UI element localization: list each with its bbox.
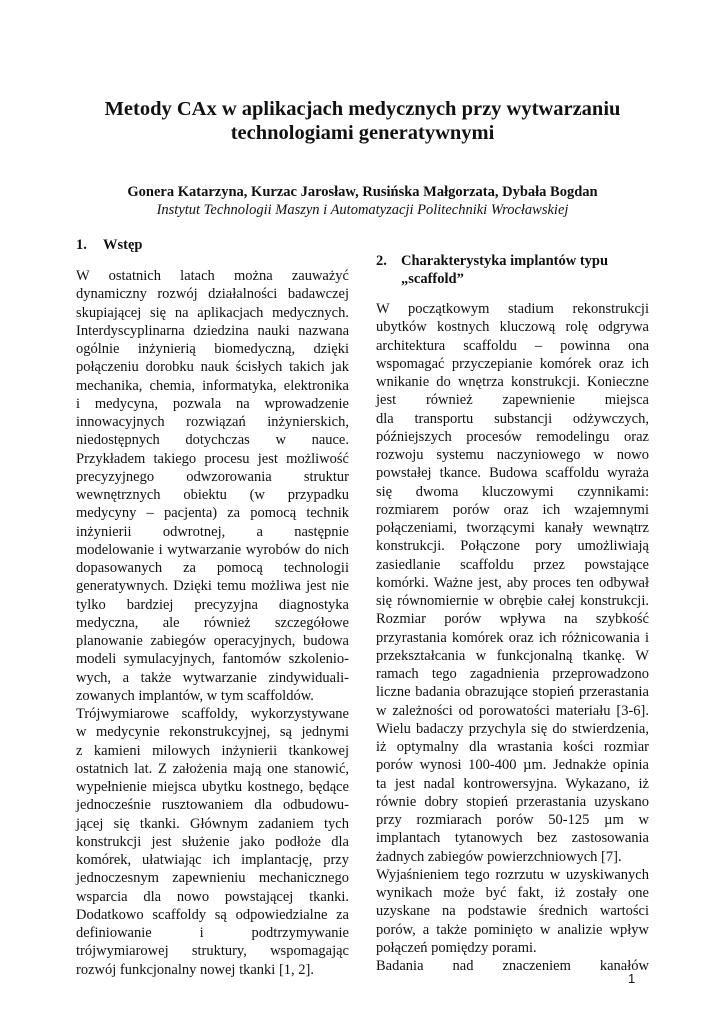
paper-title-line-1: Metody CAx w aplikacjach medycznych przy wytwarzaniu [104,98,621,120]
section-2-body [376,300,649,975]
text-line: ostatnich lat. Z założenia mają one stanowić, [76,760,349,777]
text-line: jącej się tkanki. Głównym zadaniem tych [76,815,349,832]
text-line: się dwoma kluczowymi czynnikami: [376,483,649,500]
text-line: i medycyna, pozwala na wprowadzenie [76,395,349,412]
text-line: Wielu badaczy przychyla się do stwierdzenia, [376,720,649,737]
page-number: 1 [628,971,636,986]
section-1-title: Wstęp [103,237,143,253]
text-line: konstrukcji jest służenie jako podłoże dla [76,833,349,850]
text-line: Trójwymiarowe scaffoldy, wykorzystywane [76,706,349,722]
section-2-number: 2. [376,253,387,269]
text-line: wych, a także wytwarzanie zindywiduali- [76,669,349,686]
text-line: definiowanie i podtrzymywanie [76,925,349,941]
text-line: W początkowym stadium rekonstrukcji [376,301,649,317]
text-line: z kamieni milowych inżynierii tkankowej [76,742,349,759]
text-line: niedostępnych dotychczas w nauce. [76,432,349,449]
text-line: Badania nad znaczeniem kanałów [376,958,649,974]
text-line: iż optymalny dla wrastania kości rozmiar [376,739,649,755]
text-line: liczne badania obrazujące stopień przerastania [376,684,649,701]
text-line: zasiedlanie scaffoldu przez powstające [376,556,649,573]
text-line: ogólnie inżynierią biomedyczną, dzięki [76,341,349,357]
text-line: Przykładem takiego procesu jest możliwość [76,450,349,467]
text-line: wynikach może być fakt, iż zostały one [376,885,649,901]
text-line: połączeniami, tworzącymi kanały wewnątrz [376,520,649,536]
text-line: komórki. Ważne jest, aby proces ten odbywał [376,574,649,591]
text-line: W ostatnich latach można zauważyć [76,268,349,284]
text-line: rozwój funkcjonalny nowej tkanki [1, 2]. [76,961,314,978]
text-line: porów, a także pominięto w analizie wpływ [376,921,649,938]
text-line: medycyny – pacjenta) za pomocą technik [76,505,349,522]
text-line: ramach tego zagadnienia przeprowadzono [376,666,649,682]
text-line: w medycynie rekonstrukcyjnej, są jednymi [76,724,349,741]
text-line: w zależności od porowatości materiału [3-6]. [376,702,649,719]
text-line: mechanika, chemia, informatyka, elektronika [76,377,349,394]
text-line: przy rozmiarach porów 50-125 µm w [376,812,649,828]
text-line: zowanych implantów, w tym scaffoldów. [76,687,314,704]
section-1-body [76,267,349,979]
text-line: inżynierii odwrotnej, a następnie [76,523,349,540]
paper-title [60,97,665,145]
text-line: jednocześnie rusztowaniem dla odbudowu- [76,797,349,814]
text-line: modeli symulacyjnych, fantomów szkolenio- [76,651,349,668]
text-line: połączeniu dorobku nauk ścisłych takich jak [76,359,349,376]
text-line: wspomagać przyczepianie komórek oraz ich [376,355,649,372]
affiliation: Instytut Technologii Maszyn i Automatyzacji Politechniki Wrocławskiej [156,202,569,218]
text-line: przyrastania komórek oraz ich różnicowania i [376,629,649,646]
text-line: rozmiarem porów oraz ich wzajemnymi [376,501,649,518]
section-2-title-line-2: „scaffold” [401,271,464,287]
text-line: przekształcania w funkcjonalną tkankę. W [376,647,649,664]
text-line: dynamiczny rozwój działalności badawczej [76,286,349,303]
text-line: Rozmiar porów wpływa na szybkość [376,611,649,628]
text-line: skupiającej się na aplikacjach medycznych. [76,304,349,321]
paper-title-line-2: technologiami generatywnymi [230,122,495,144]
authors: Gonera Katarzyna, Kurzac Jarosław, Rusińska Małgorzata, Dybała Bogdan [127,184,598,200]
section-2-heading [376,251,666,291]
text-line: precyzyjnego odwzorowania struktur [76,468,349,485]
text-line: wnikanie do wnętrza konstrukcji. Konieczne [376,374,649,390]
text-line: się równomiernie w obrębie całej konstrukcji. [376,593,649,609]
text-line: medyczna, ale również szczegółowe [76,614,349,631]
text-line: wewnętrznych obiektu (w przypadku [76,487,349,503]
text-line: uzyskane na podstawie średnich wartości [376,903,649,920]
text-line: jest również zapewnienie miejsca [376,392,649,409]
section-1-number: 1. [76,237,87,253]
section-2-title-line-1: Charakterystyka implantów typu [401,253,609,269]
text-line: dopasowanych za pomocą technologii [76,560,349,576]
text-line: planowanie zabiegów operacyjnych, budowa [76,633,349,649]
text-line: jednoczesnym zapewnieniu mechanicznego [76,870,349,887]
text-line: innowacyjnych rozwiązań inżynierskich, [76,414,349,430]
text-line: modelowanie i wytwarzanie wyrobów do nich [76,541,349,558]
text-line: równie dobry stopień przerastania uzyskano [376,793,649,810]
text-line: implantach tytanowych bez zastosowania [376,830,649,847]
text-line: architektura scaffoldu – powinna ona [376,337,649,354]
text-line: połączeń pomiędzy porami. [376,939,537,956]
text-line: komórek, ułatwiając ich implantację, przy [76,852,349,868]
text-line: wypełnienie miejsca ubytku kostnego, będące [76,779,349,795]
text-line: powstałej tkance. Budowa scaffoldu wyraża [376,465,649,482]
text-line: generatywnych. Dzięki temu możliwa jest nie [76,578,349,595]
text-line: późniejszych procesów remodelingu oraz [376,428,649,445]
text-line: ta jest nadal kontrowersyjna. Wykazano, iż [376,775,649,792]
text-line: Wyjaśnieniem tego rozrzutu w uzyskiwanych [376,866,649,883]
text-line: tylko bardziej precyzyjna diagnostyka [76,596,349,613]
section-1-heading [76,235,366,255]
text-line: rozwoju systemu naczyniowego w nowo [376,447,649,463]
text-line: konstrukcji. Połączone pory umożliwiają [376,538,649,555]
text-line: trójwymiarowej struktury, wspomagając [76,943,349,960]
text-line: Dodatkowo scaffoldy są odpowiedzialne za [76,906,349,923]
text-line: dla transportu substancji odżywczych, [376,410,649,427]
text-line: wsparcia dla nowo powstającej tkanki. [76,888,349,905]
text-line: Interdyscyplinarna dziedzina nauki nazwana [76,322,349,339]
text-line: żadnych zabiegów powierzchniowych [7]. [376,848,622,865]
text-line: porów wynosi 100-400 µm. Jednakże opinia [376,757,649,774]
text-line: ubytków kostnych kluczową rolę odgrywa [376,319,649,336]
